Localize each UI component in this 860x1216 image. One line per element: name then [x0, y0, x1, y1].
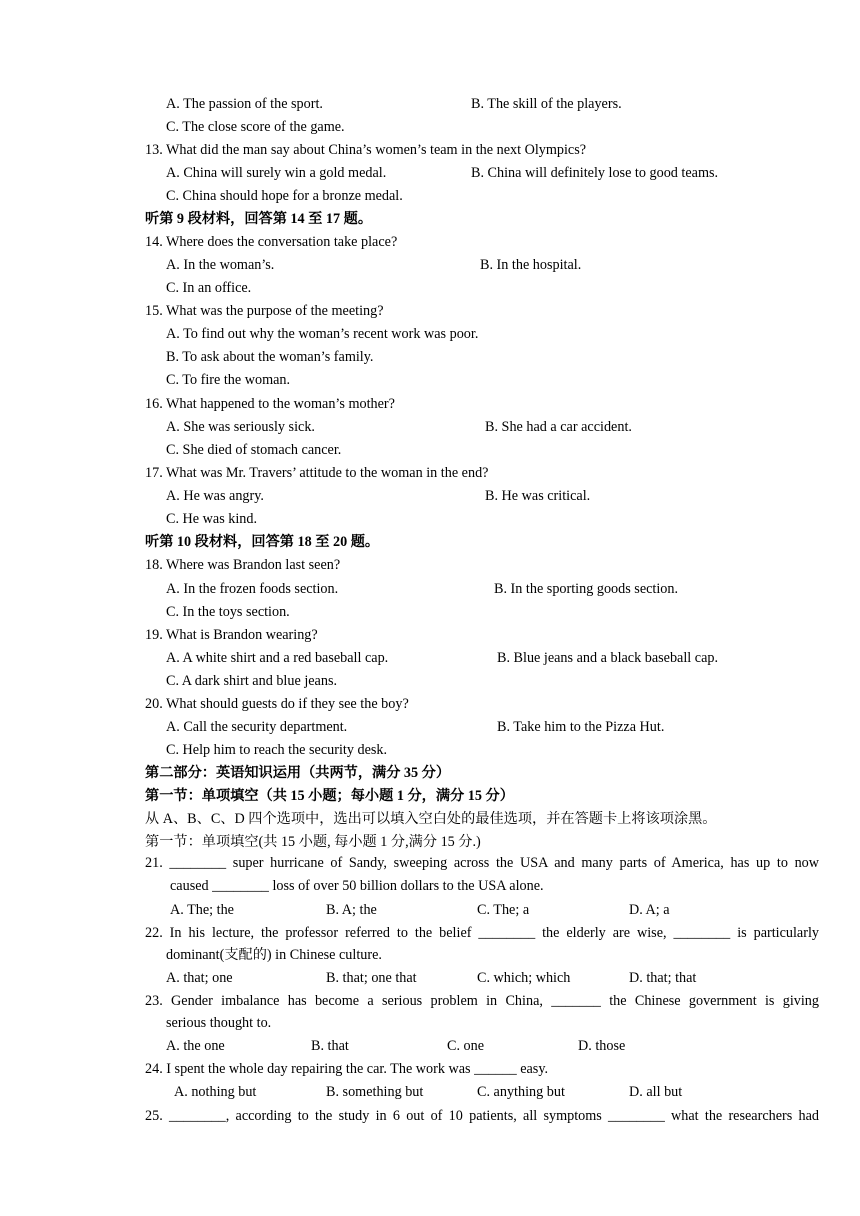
q15-option-c: C. To fire the woman.: [166, 372, 291, 388]
q19-option-a: A. A white shirt and a red baseball cap.: [166, 650, 389, 666]
q15-option-a: A. To find out why the woman’s recent work was poor.: [166, 326, 479, 342]
section-one-heading: 第一节：单项填空（共 15 小题；每小题 1 分，满分 15 分）: [145, 788, 514, 804]
question-22: 22. In his lecture, the professor referred to the belief ________ the elderly are wise, ________ is particularly: [145, 925, 819, 941]
question-15: 15. What was the purpose of the meeting?: [145, 303, 384, 319]
section-heading-material-10: 听第 10 段材料，回答第 18 至 20 题。: [145, 534, 380, 550]
q24-option-b: B. something but: [326, 1084, 424, 1100]
q21-option-d: D. A; a: [629, 902, 670, 918]
q13-option-b: B. China will definitely lose to good teams.: [471, 165, 719, 181]
q17-option-a: A. He was angry.: [166, 488, 264, 504]
q22-option-c: C. which; which: [477, 970, 571, 986]
q21-option-b: B. A; the: [326, 902, 377, 918]
q16-option-c: C. She died of stomach cancer.: [166, 442, 342, 458]
q20-option-c: C. Help him to reach the security desk.: [166, 742, 388, 758]
question-14: 14. Where does the conversation take place?: [145, 234, 398, 250]
q20-option-b: B. Take him to the Pizza Hut.: [497, 719, 665, 735]
q21-option-a: A. The; the: [170, 902, 234, 918]
q14-option-b: B. In the hospital.: [480, 257, 582, 273]
instructions: 从 A、B、C、D 四个选项中，选出可以填入空白处的最佳选项，并在答题卡上将该项涂黑。: [145, 811, 717, 827]
q18-option-b: B. In the sporting goods section.: [494, 581, 679, 597]
q14-option-a: A. In the woman’s.: [166, 257, 275, 273]
q24-option-d: D. all but: [629, 1084, 683, 1100]
q15-option-b: B. To ask about the woman’s family.: [166, 349, 374, 365]
q24-option-c: C. anything but: [477, 1084, 565, 1100]
question-13: 13. What did the man say about China’s women’s team in the next Olympics?: [145, 142, 587, 158]
q18-option-a: A. In the frozen foods section.: [166, 581, 339, 597]
question-23: 23. Gender imbalance has become a serious problem in China, _______ the Chinese government is giving: [145, 993, 819, 1009]
question-17: 17. What was Mr. Travers’ attitude to the woman in the end?: [145, 465, 489, 481]
question-16: 16. What happened to the woman’s mother?: [145, 396, 395, 412]
question-21-cont: caused ________ loss of over 50 billion dollars to the USA alone.: [170, 878, 544, 894]
section-heading-material-9: 听第 9 段材料，回答第 14 至 17 题。: [145, 211, 373, 227]
q16-option-b: B. She had a car accident.: [485, 419, 632, 435]
q13-option-a: A. China will surely win a gold medal.: [166, 165, 387, 181]
q23-option-b: B. that: [311, 1038, 349, 1054]
q18-option-c: C. In the toys section.: [166, 604, 290, 620]
section-one-subheading: 第一节：单项填空(共 15 小题, 每小题 1 分,满分 15 分.): [145, 834, 481, 850]
q23-option-d: D. those: [578, 1038, 626, 1054]
q22-option-a: A. that; one: [166, 970, 233, 986]
q12-option-b: B. The skill of the players.: [471, 96, 622, 112]
question-19: 19. What is Brandon wearing?: [145, 627, 318, 643]
q19-option-c: C. A dark shirt and blue jeans.: [166, 673, 338, 689]
question-18: 18. Where was Brandon last seen?: [145, 557, 341, 573]
q22-option-d: D. that; that: [629, 970, 697, 986]
q21-option-c: C. The; a: [477, 902, 530, 918]
q16-option-a: A. She was seriously sick.: [166, 419, 315, 435]
part-two-heading: 第二部分：英语知识运用（共两节，满分 35 分）: [145, 765, 451, 781]
q12-option-c: C. The close score of the game.: [166, 119, 345, 135]
q24-option-a: A. nothing but: [174, 1084, 257, 1100]
q22-option-b: B. that; one that: [326, 970, 417, 986]
q17-option-c: C. He was kind.: [166, 511, 258, 527]
q17-option-b: B. He was critical.: [485, 488, 591, 504]
q23-option-a: A. the one: [166, 1038, 225, 1054]
q20-option-a: A. Call the security department.: [166, 719, 348, 735]
question-20: 20. What should guests do if they see the boy?: [145, 696, 409, 712]
q14-option-c: C. In an office.: [166, 280, 252, 296]
question-21: 21. ________ super hurricane of Sandy, sweeping across the USA and many parts of America, has up to now: [145, 855, 819, 871]
question-24: 24. I spent the whole day repairing the car. The work was ______ easy.: [145, 1061, 549, 1077]
q12-option-a: A. The passion of the sport.: [166, 96, 323, 112]
question-25: 25. ________, according to the study in 6 out of 10 patients, all symptoms ________ what the researchers had: [145, 1108, 819, 1124]
q13-option-c: C. China should hope for a bronze medal.: [166, 188, 403, 204]
question-22-cont: dominant(支配的) in Chinese culture.: [166, 947, 382, 963]
question-23-cont: serious thought to.: [166, 1015, 272, 1031]
q23-option-c: C. one: [447, 1038, 485, 1054]
q19-option-b: B. Blue jeans and a black baseball cap.: [497, 650, 719, 666]
